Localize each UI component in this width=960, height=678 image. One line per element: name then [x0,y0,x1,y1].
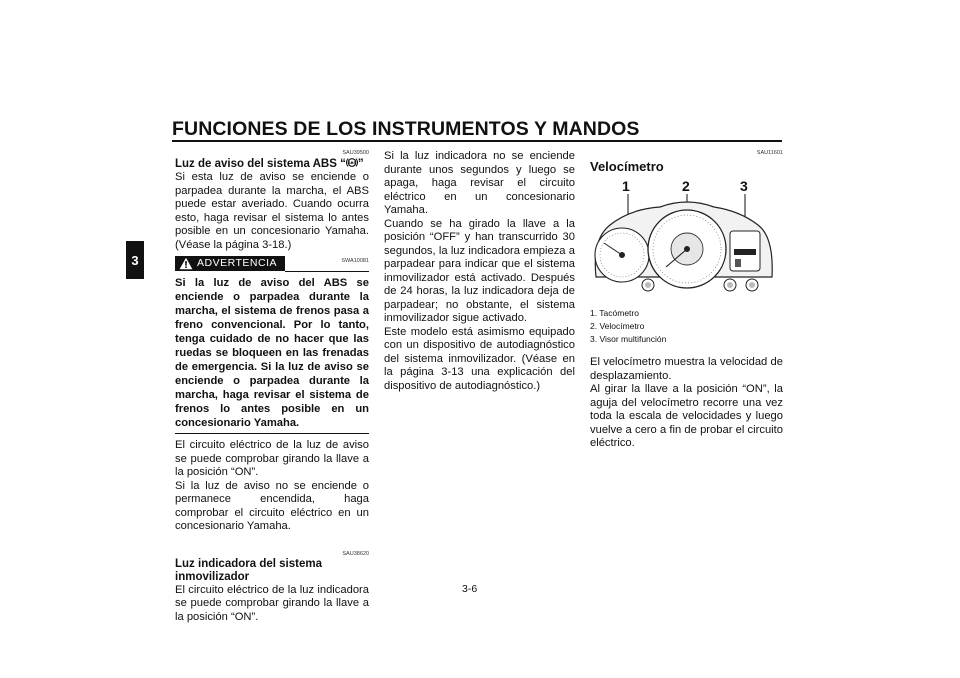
caption-3: 3. Visor multifunción [590,334,667,344]
chapter-tab: 3 [126,241,144,279]
immobilizer-heading: Luz indicadora del sistema inmovilizador [175,557,322,583]
warning-text: Si la luz de aviso del ABS se enciende o parpadea durante la marcha, el sistema de frenos pasa a freno convencional. Por lo tanto, tenga cuidado de no hacer que las ruedas se bloqueen en las frenadas de emergencia. Si la luz de aviso se enciende o parpadea durante la marcha, haga revisar el sistema de frenos lo antes posible en un concesionario Yamaha. [175,276,369,434]
warning-triangle-icon [179,257,193,270]
middle-column [384,150,575,393]
abs-heading [175,157,369,171]
section-title: Velocímetro [590,159,664,174]
reference-code-2: SAU38620 [342,550,369,557]
abs-heading-end: ” [357,158,364,170]
caption-1: 1. Tacómetro [590,308,639,318]
warning-label-box [175,256,285,271]
reference-code: SAU39500 [342,150,369,156]
speedometer-paragraph-2: Al girar la llave a la posición “ON”, la aguja del velocímetro recorre una vez toda la escala de velocidades y luego vuelve a cero a fin de probar el circuito eléctrico. [590,383,783,449]
abs-icon [346,157,358,168]
warning-rule [285,271,369,272]
page-title: FUNCIONES DE LOS INSTRUMENTOS Y MANDOS [172,118,640,140]
immobilizer-paragraph-2: Si la luz indicadora no se enciende durante unos segundos y luego se apaga, haga revisar el circuito eléctrico en un concesionario Yamaha. [384,150,575,216]
page-number: 3-6 [462,583,478,595]
instrument-cluster-figure [590,179,780,297]
reference-code-3: SAU11601 [756,150,783,156]
warning-code: SWA10081 [341,258,369,264]
svg-text:ABS: ABS [348,161,356,165]
right-column [590,150,783,451]
immobilizer-paragraph-3: Cuando se ha girado la llave a la posición “OFF” y han transcurrido 30 segundos, la luz indicadora empieza a parpadear para indicar que el sistema inmovilizador está activado. Después de 24 horas, la luz indicadora deja de parpadear; no obstante, el sistema inmovilizador sigue activado. [384,217,575,324]
abs-heading-text: Luz de aviso del sistema ABS “ [175,158,346,170]
callout-2: 2 [682,178,690,194]
abs-paragraph-3: Si la luz de aviso no se enciende o permanece encendida, haga comprobar el circuito eléctrico en un concesionario Yamaha. [175,479,369,532]
left-column [175,150,369,624]
warning-label: ADVERTENCIA [197,256,277,269]
speedometer-paragraph-1: El velocímetro muestra la velocidad de desplazamiento. [590,356,783,382]
figure-captions [590,307,783,346]
abs-paragraph-2: El circuito eléctrico de la luz de aviso se puede comprobar girando la llave a la posición “ON”. [175,439,369,478]
instrument-cluster-illustration [590,179,780,297]
immobilizer-paragraph-1: El circuito eléctrico de la luz indicadora se puede comprobar girando la llave a la posición “ON”. [175,583,369,623]
immobilizer-paragraph-4: Este modelo está asimismo equipado con un dispositivo de autodiagnóstico del sistema inmovilizador. (Véase en la página 3-13 una explicación del dispositivo de autodiagnóstico.) [384,325,575,392]
caption-2: 2. Velocímetro [590,321,645,331]
callout-3: 3 [740,178,748,194]
title-rule [172,140,782,142]
abs-paragraph-1: Si esta luz de aviso se enciende o parpadea durante la marcha, el ABS puede estar averiado. Cuando ocurra esto, haga revisar el sistema lo antes posible en un concesionario Yamaha. (Véase la página 3-18.) [175,171,369,251]
callout-1: 1 [622,178,630,194]
warning-header [175,256,369,272]
